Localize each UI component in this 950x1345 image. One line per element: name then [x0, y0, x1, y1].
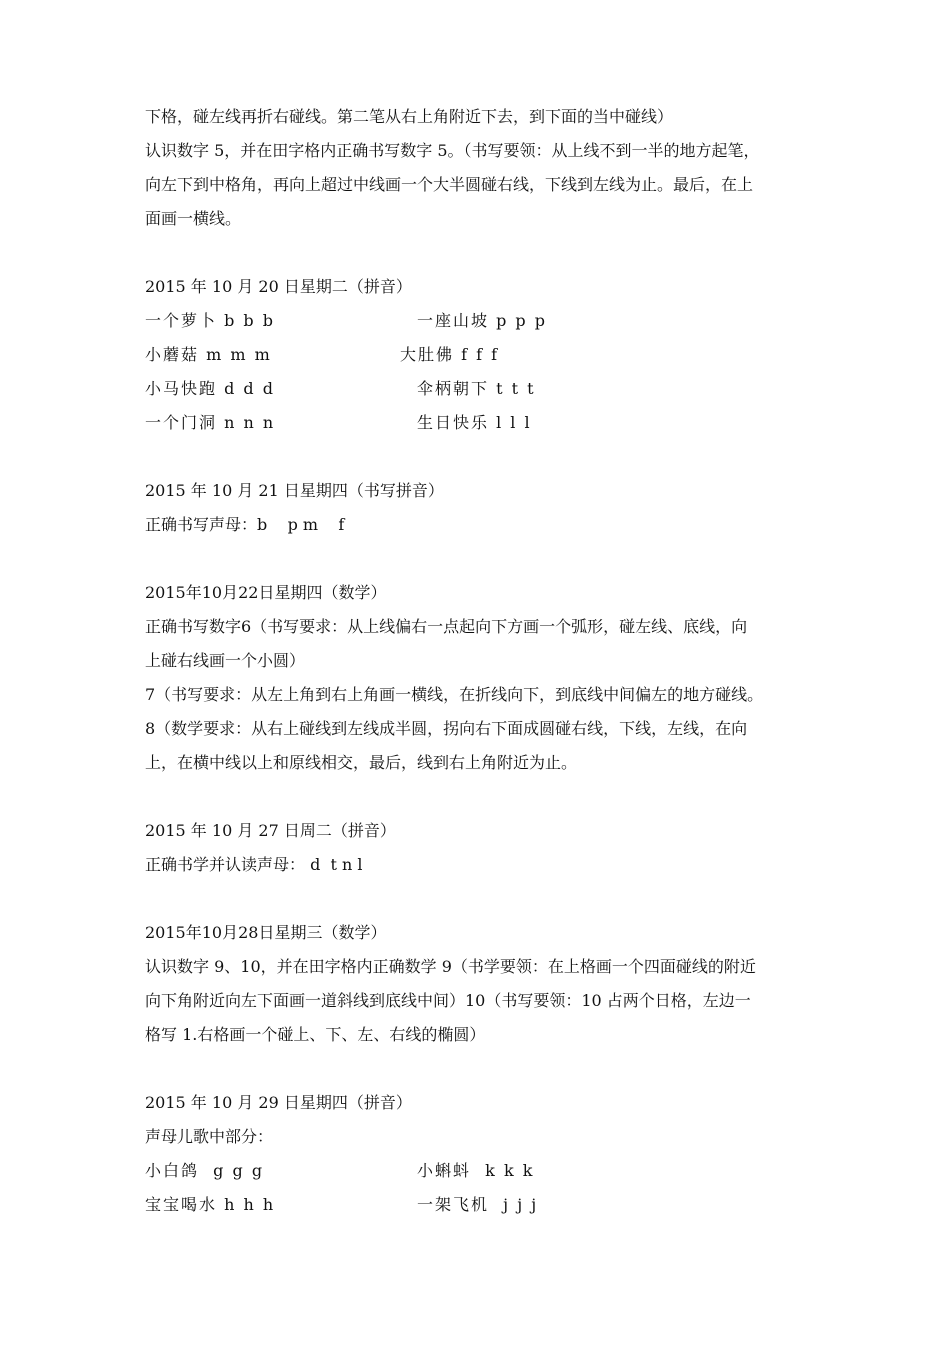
- section-text: 8（数学要求：从右上碰线到左线成半圆，拐向右下面成圆碰右线，下线，左线，在向: [145, 719, 748, 738]
- section-text: 正确书写声母：b p m f: [145, 515, 345, 534]
- document-page: [145, 100, 825, 1222]
- pinyin-item-left: 宝宝喝水 h h h: [145, 1195, 276, 1214]
- intro-line-4: 面画一横线。: [145, 209, 242, 228]
- pinyin-item-right: 一座山坡 p p p: [417, 311, 547, 330]
- pinyin-row: [145, 1188, 825, 1222]
- section-text: 正确书写数字6（书写要求：从上线偏右一点起向下方画一个弧形，碰左线、底线，向: [145, 617, 748, 636]
- pinyin-row: [145, 372, 825, 406]
- section-text: 格写 1.右格画一个碰上、下、左、右线的椭圆）: [145, 1025, 486, 1044]
- pinyin-row: [145, 338, 825, 372]
- spacer: [145, 236, 825, 270]
- spacer: [145, 780, 825, 814]
- section-text: 正确书学并认读声母： d t n l: [145, 855, 363, 874]
- intro-line-1: 下格，碰左线再折右碰线。第二笔从右上角附近下去，到下面的当中碰线）: [145, 107, 674, 126]
- pinyin-item-right: 生日快乐 l l l: [417, 413, 532, 432]
- section-text: 声母儿歌中部分：: [145, 1127, 274, 1146]
- spacer: [145, 440, 825, 474]
- section-heading-oct29: 2015 年 10 月 29 日星期四（拼音）: [145, 1093, 412, 1112]
- pinyin-row: [145, 304, 825, 338]
- pinyin-item-left: 小蘑菇 m m m: [145, 345, 272, 364]
- pinyin-item-right: 伞柄朝下 t t t: [417, 379, 536, 398]
- section-heading-oct28: 2015年10月28日星期三（数学）: [145, 923, 387, 942]
- pinyin-item-left: 小马快跑 d d d: [145, 379, 275, 398]
- pinyin-item-right: 大肚佛 f f f: [400, 345, 500, 364]
- section-heading-oct20: 2015 年 10 月 20 日星期二（拼音）: [145, 277, 412, 296]
- section-heading-oct21: 2015 年 10 月 21 日星期四（书写拼音）: [145, 481, 444, 500]
- spacer: [145, 542, 825, 576]
- section-heading-oct22: 2015年10月22日星期四（数学）: [145, 583, 387, 602]
- spacer: [145, 1052, 825, 1086]
- section-text: 7（书写要求：从左上角到右上角画一横线，在折线向下，到底线中间偏左的地方碰线。: [145, 685, 764, 704]
- section-heading-oct27: 2015 年 10 月 27 日周二（拼音）: [145, 821, 396, 840]
- pinyin-item-left: 一个门洞 n n n: [145, 413, 276, 432]
- pinyin-item-right: 一架飞机 j j j: [417, 1195, 539, 1214]
- pinyin-item-left: 小白鸽 g g g: [145, 1161, 265, 1180]
- pinyin-item-right: 小蝌蚪 k k k: [417, 1161, 535, 1180]
- pinyin-row: [145, 406, 825, 440]
- spacer: [145, 882, 825, 916]
- pinyin-item-left: 一个萝卜 b b b: [145, 311, 275, 330]
- intro-line-3: 向左下到中格角，再向上超过中线画一个大半圆碰右线，下线到左线为止。最后，在上: [145, 175, 754, 194]
- section-text: 上，在横中线以上和原线相交，最后，线到右上角附近为止。: [145, 753, 578, 772]
- section-text: 认识数字 9、10，并在田字格内正确数学 9（书学要领：在上格画一个四面碰线的附近: [145, 957, 756, 976]
- section-text: 上碰右线画一个小圆）: [145, 651, 306, 670]
- section-text: 向下角附近向左下面画一道斜线到底线中间）10（书写要领：10 占两个日格，左边一: [145, 991, 751, 1010]
- intro-line-2: 认识数字 5，并在田字格内正确书写数字 5。（书写要领：从上线不到一半的地方起笔，: [145, 141, 760, 160]
- pinyin-row: [145, 1154, 825, 1188]
